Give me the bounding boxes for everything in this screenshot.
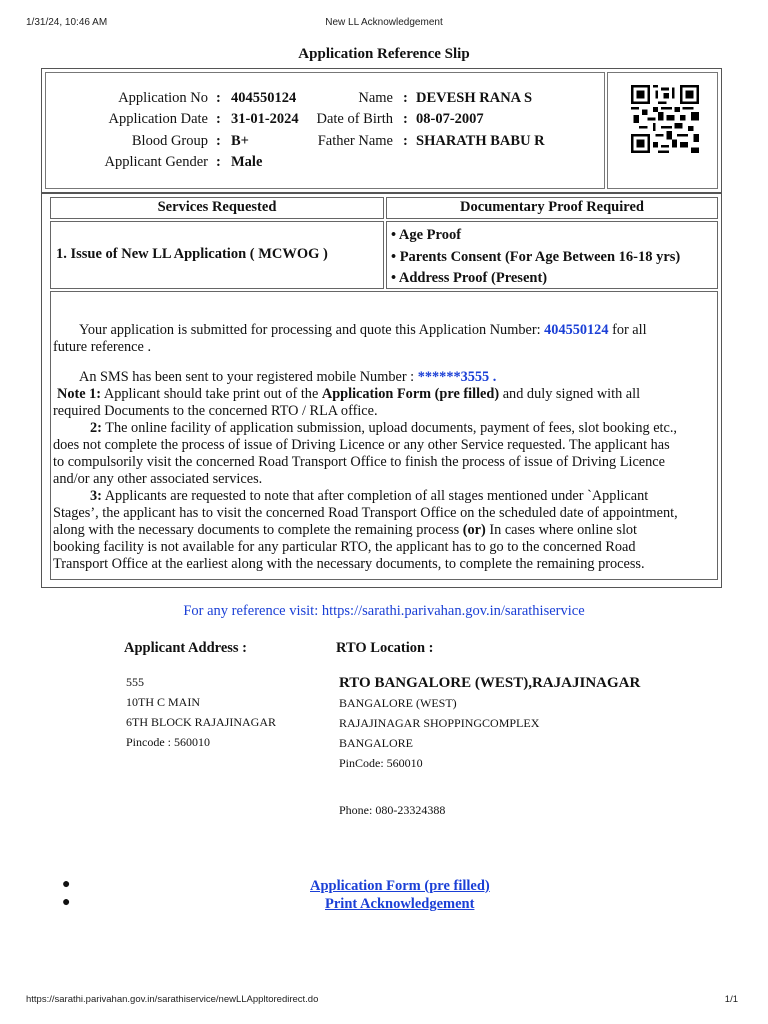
name-label: Name: [358, 90, 393, 106]
print-acknowledgement-link[interactable]: Print Acknowledgement: [325, 896, 475, 912]
sep: :: [403, 111, 408, 127]
slip-title: Application Reference Slip: [298, 46, 470, 62]
note1-text: Applicant should take print out of the: [103, 386, 319, 402]
applicant-address: [126, 672, 276, 752]
application-number-highlight: 404550124: [544, 322, 609, 338]
sep: :: [216, 154, 221, 170]
sep: :: [403, 133, 408, 149]
rto-name: RTO BANGALORE (WEST),RAJAJINAGAR: [339, 675, 641, 691]
notes-block: [53, 369, 717, 573]
note1-label: Note 1:: [57, 386, 102, 402]
print-page-title: New LL Acknowledgement: [325, 17, 443, 28]
address-line: Pincode : 560010: [126, 735, 210, 749]
sep: :: [216, 133, 221, 149]
masked-mobile-number: ******3555 .: [417, 369, 497, 385]
note3-label: 3:: [90, 488, 102, 504]
application-no-value: 404550124: [231, 90, 297, 106]
note1-text-tail: and duly signed with all: [502, 386, 641, 402]
rto-address-line: PinCode: 560010: [339, 756, 423, 770]
services-requested-header: Services Requested: [50, 197, 384, 219]
sep: :: [403, 90, 408, 106]
sms-text: An SMS has been sent to your registered mobile Number :: [79, 369, 415, 385]
note3-line: Transport Office at the earliest along with the necessary documents, to complete the remaining process.: [53, 556, 645, 572]
address-line: 555: [126, 675, 144, 689]
print-datetime: 1/31/24, 10:46 AM: [26, 17, 108, 28]
print-footer-url: https://sarathi.parivahan.gov.in/sarathiservice/newLLAppltoredirect.do: [26, 994, 319, 1005]
note3-line: In cases where online slot: [489, 522, 638, 538]
note3-line: Stages’, the applicant has to visit the concerned Road Transport Office on the scheduled date of appointment,: [53, 505, 678, 521]
bullet-icon: ●: [62, 877, 71, 892]
note2-line: and/or any other associated services.: [53, 471, 263, 487]
rto-phone: Phone: 080-23324388: [339, 803, 446, 817]
rto-address-line: BANGALORE (WEST): [339, 696, 457, 710]
note1-line2: required Documents to the concerned RTO / RLA office.: [53, 403, 378, 419]
gender-label: Applicant Gender: [104, 154, 208, 170]
documentary-proof-header: Documentary Proof Required: [386, 197, 718, 219]
proof-cell: [386, 221, 718, 289]
application-date-label: Application Date: [108, 111, 208, 127]
rto-address: [339, 693, 539, 773]
application-date-value: 31-01-2024: [231, 111, 299, 127]
service-item: 1. Issue of New LL Application ( MCWOG ): [56, 246, 328, 262]
application-form-link[interactable]: Application Form (pre filled): [310, 878, 490, 894]
rto-address-line: RAJAJINAGAR SHOPPINGCOMPLEX: [339, 716, 540, 730]
dob-value: 08-07-2007: [416, 111, 484, 127]
note3-line: Applicants are requested to note that after completion of all stages mentioned under `Applicant: [104, 488, 649, 504]
note3-or: (or): [462, 522, 486, 538]
note3-line: along with the necessary documents to complete the remaining process: [53, 522, 460, 538]
sep: :: [216, 111, 221, 127]
reference-url-line: For any reference visit: https://sarathi.parivahan.gov.in/sarathiservice: [183, 603, 585, 619]
applicant-address-heading: Applicant Address :: [124, 640, 248, 656]
gender-value: Male: [231, 154, 263, 170]
note3-line: booking facility is not available for any particular RTO, the applicant has to go to the concerned Road: [53, 539, 636, 555]
note2-line: does not complete the process of issue of Driving Licence or any other Service requested. The applicant has: [53, 437, 670, 453]
note2-line: to compulsorily visit the concerned Road Transport Office to finish the process of issue of Driving Licence: [53, 454, 665, 470]
blood-group-label: Blood Group: [131, 133, 208, 149]
submission-text-line2: future reference .: [53, 339, 152, 355]
father-name-label: Father Name: [317, 133, 393, 149]
submission-text: Your application is submitted for processing and quote this Application Number:: [79, 322, 541, 338]
address-line: 6TH BLOCK RAJAJINAGAR: [126, 715, 277, 729]
note2-line: The online facility of application submission, upload documents, payment of fees, slot booking etc.,: [105, 420, 678, 436]
service-cell: [50, 221, 384, 289]
submission-note: [53, 322, 717, 356]
application-no-label: Application No: [118, 90, 208, 106]
proof-item: • Address Proof (Present): [391, 270, 548, 286]
father-name-value: SHARATH BABU R: [416, 133, 545, 149]
note1-bold: Application Form (pre filled): [321, 386, 500, 402]
name-value: DEVESH RANA S: [416, 90, 533, 106]
proof-item: • Parents Consent (For Age Between 16-18 yrs): [391, 248, 681, 265]
print-page-number: 1/1: [724, 994, 738, 1005]
proof-item: • Age Proof: [391, 227, 462, 243]
bullet-icon: ●: [62, 895, 71, 910]
qr-code-icon: [631, 85, 699, 153]
rto-address-line: BANGALORE: [339, 736, 413, 750]
rto-location-heading: RTO Location :: [336, 640, 434, 656]
dob-label: Date of Birth: [316, 111, 393, 127]
address-line: 10TH C MAIN: [126, 695, 200, 709]
blood-group-value: B+: [231, 133, 249, 149]
sep: :: [216, 90, 221, 106]
submission-text-tail: for all: [612, 322, 647, 338]
note2-label: 2:: [90, 420, 102, 436]
